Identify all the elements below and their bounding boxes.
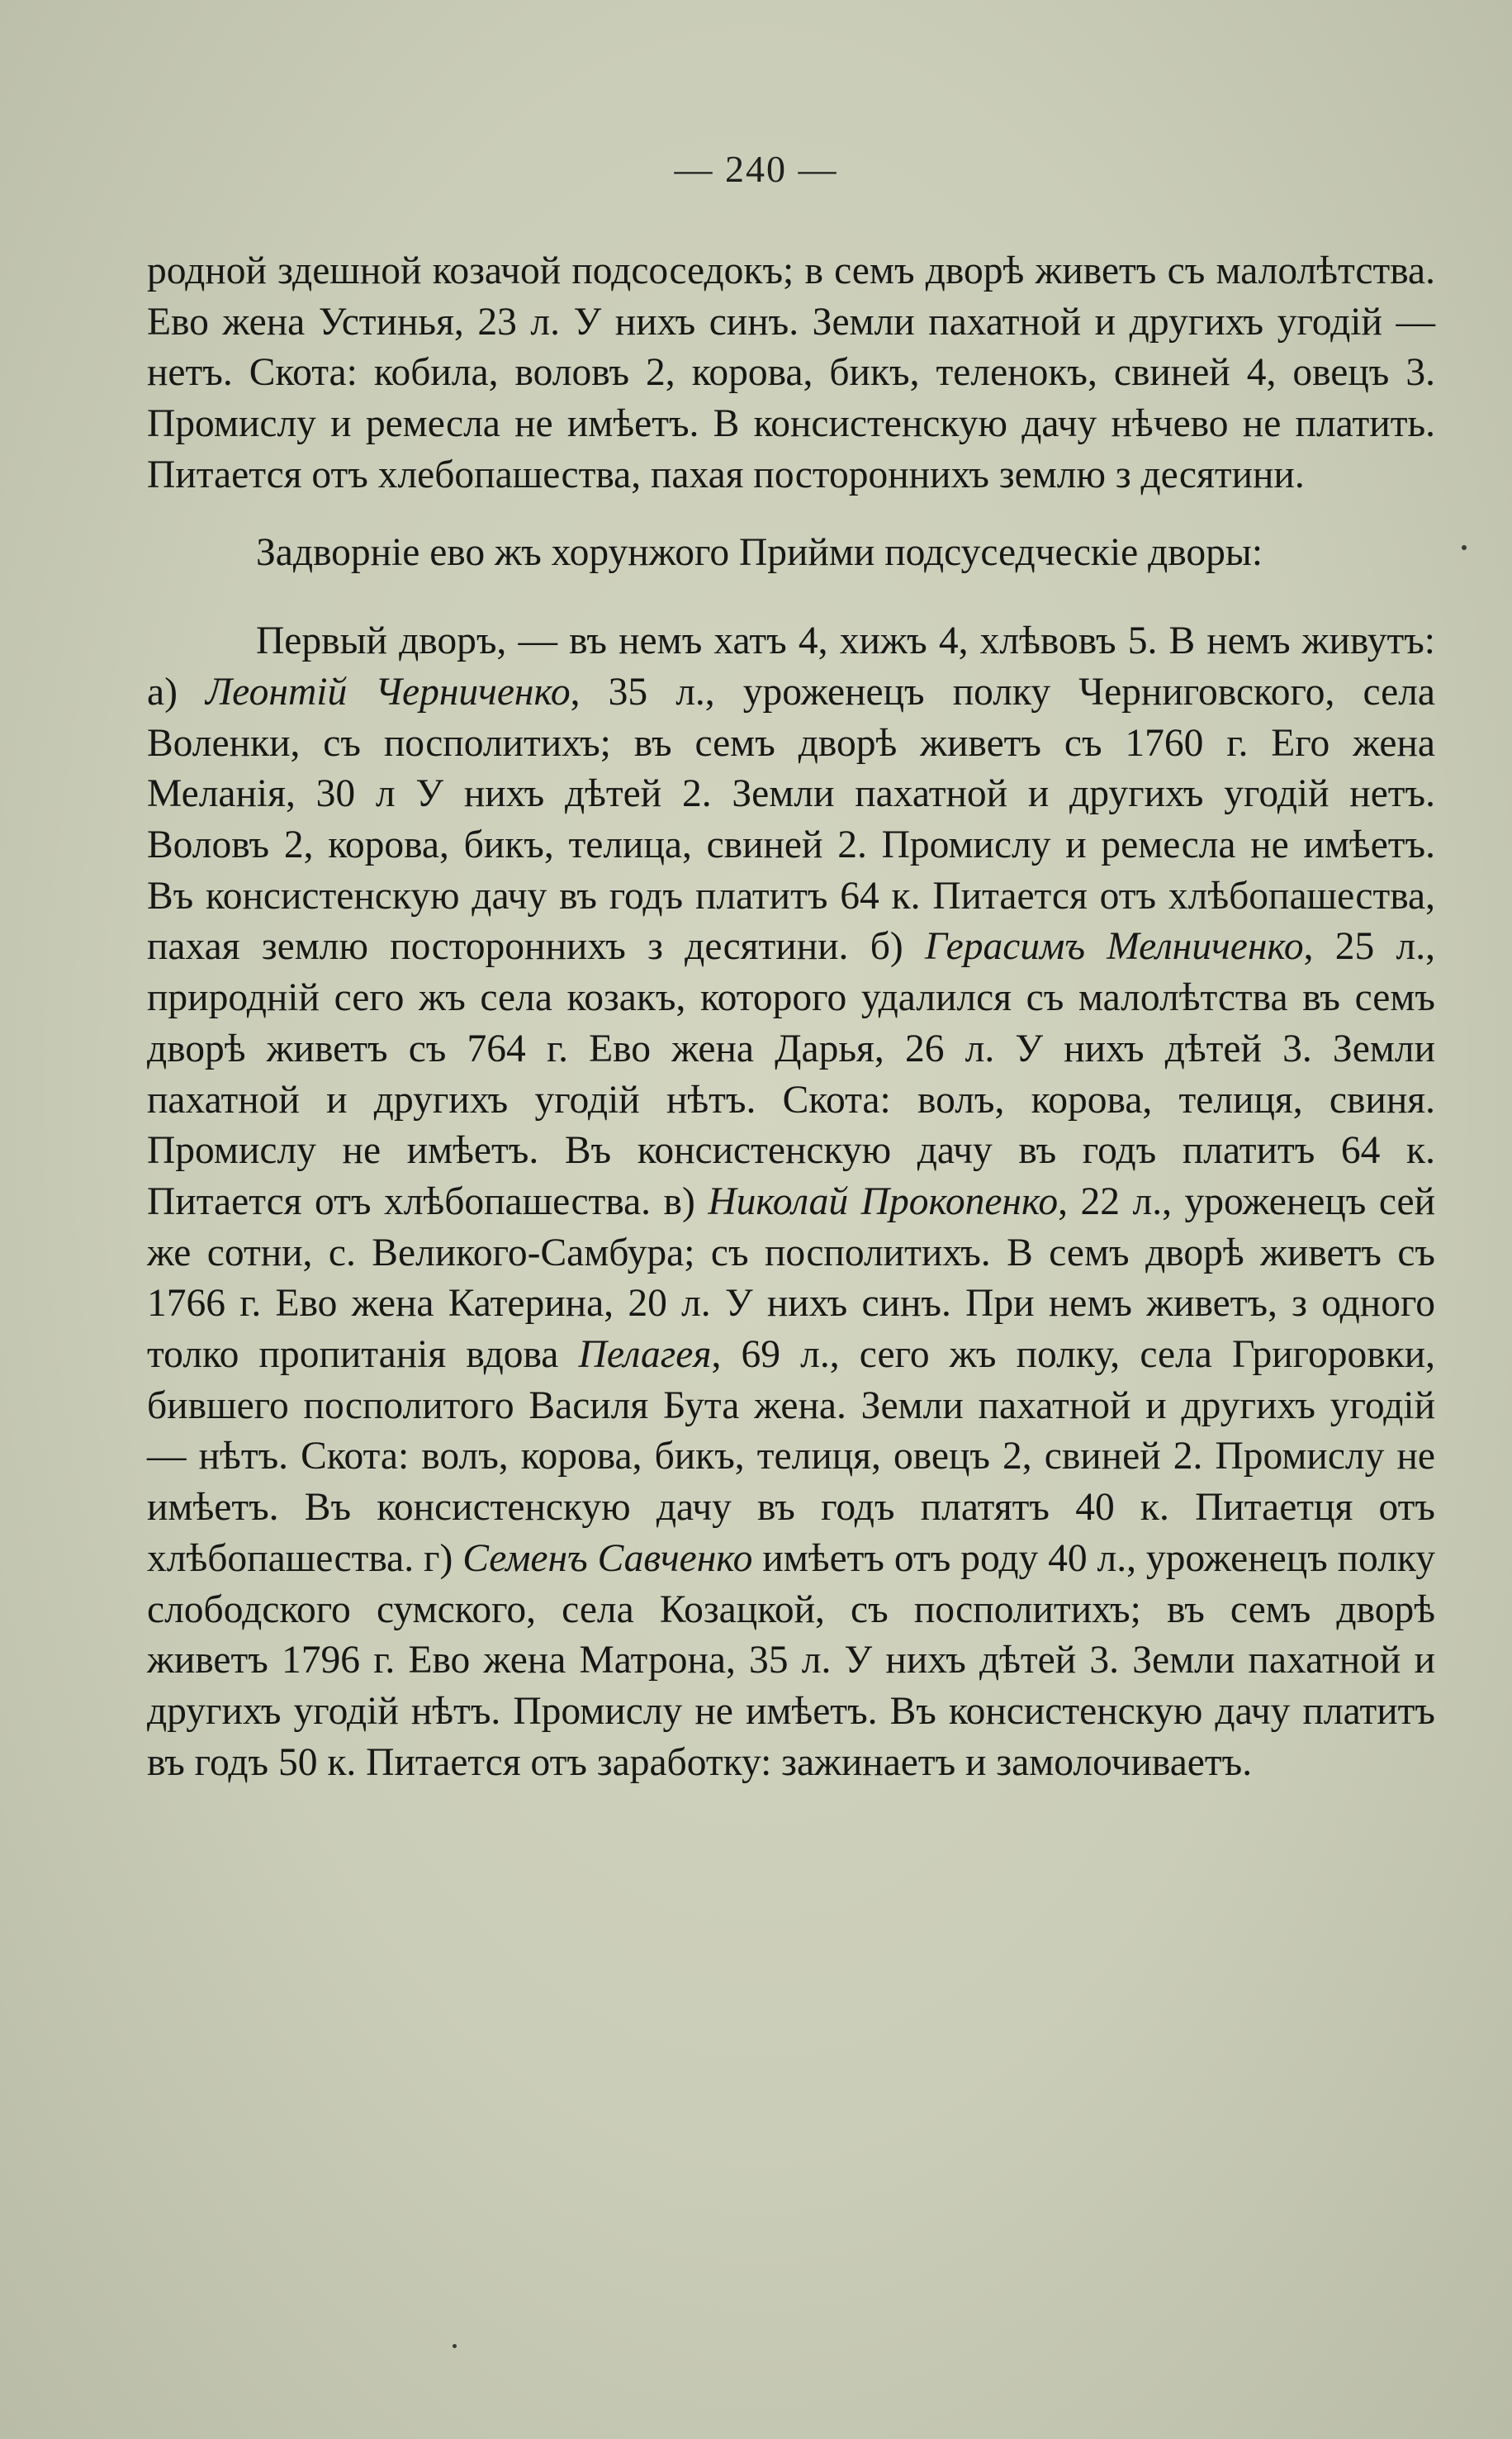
person-name-semen: Семенъ Савченко <box>462 1536 753 1580</box>
paper-speck <box>453 2344 457 2348</box>
entry-text-d: , 69 л., сего жъ полку, села Григоровки, бившего посполитого Василя Бута жена. Земли пахатной и другихъ угодій — нѣтъ. Скота: волъ, корова, бикъ, телиця, овецъ 2, свиней 2. Промислу не имѣетъ. Въ консистенскую дачу въ годъ платятъ 40 к. Питаетця отъ хлѣбопашества. г) <box>147 1333 1435 1580</box>
paragraph-heading: Задворніе ево жъ хорунжого Прийми подсуседческіе дворы: <box>256 530 1263 574</box>
person-name-pelageya: Пелагея <box>578 1333 712 1377</box>
page-number: — 240 — <box>674 148 838 190</box>
paragraph-first-yard <box>147 616 1435 1788</box>
text-body <box>147 246 1435 1788</box>
paragraph-continuation: родной здешной козачой подсоседокъ; в семъ дворѣ живетъ съ малолѣтства. Ево жена Устинья, 23 л. У нихъ синъ. Земли пахатной и другихъ угодій — нетъ. Скота: кобила, воловъ 2, корова, бикъ, теленокъ, свиней 4, овецъ 3. Промислу и ремесла не имѣетъ. В консистенскую дачу нѣчево не платить. Питается отъ хлебопашества, пахая постороннихъ землю з десятини. <box>147 249 1435 496</box>
paper-speck <box>1462 545 1467 550</box>
person-name-gerasim: Герасимъ Мелниченко <box>925 925 1304 969</box>
entry-text-b: , 25 л., природній сего жъ села козакъ, которого удалился съ малолѣтства въ семъ дворѣ живетъ съ 764 г. Ево жена Дарья, 26 л. У нихъ дѣтей 3. Земли пахатной и другихъ угодій нѣтъ. Скота: волъ, корова, телиця, свиня. Промислу не имѣетъ. Въ консистенскую дачу въ годъ платитъ 64 к. Питается отъ хлѣбопашества. в) <box>147 925 1435 1223</box>
entry-text-e: имѣетъ отъ роду 40 л., уроженецъ полку слободского сумского, села Козацкой, съ посполитихъ; въ семъ дворѣ живетъ 1796 г. Ево жена Матрона, 35 л. У нихъ дѣтей 3. Земли пахатной и другихъ угодій нѣтъ. Промислу не имѣетъ. Въ консистенскую дачу платитъ въ годъ 50 к. Питается отъ заработку: зажинаетъ и замолочиваетъ. <box>147 1536 1435 1784</box>
entry-text-c: , 22 л., уроженецъ сей же сотни, с. Великого-Самбура; съ посполитихъ. В семъ дворѣ живетъ съ 1766 г. Ево жена Катерина, 20 л. У нихъ синъ. При немъ живетъ, з одного толко пропитанія вдова <box>147 1179 1436 1377</box>
person-name-leontiy: Леонтій Черниченко <box>206 670 571 714</box>
person-name-nikolay: Николай Прокопенко <box>708 1179 1059 1223</box>
intro-text: Первый дворъ, — въ немъ хатъ 4, хижъ 4, хлѣвовъ 5. В немъ живутъ: а) <box>147 619 1435 714</box>
entry-text-a: , 35 л., уроженецъ полку Черниговского, села Воленки, съ посполитихъ; въ семъ дворѣ живетъ съ 1760 г. Его жена Меланія, 30 л У нихъ дѣтей 2. Земли пахатной и другихъ угодій нетъ. Воловъ 2, корова, бикъ, телица, свиней 2. Промислу и ремесла не имѣетъ. Въ консистенскую дачу въ годъ платитъ 64 к. Питается отъ хлѣбопашества, пахая землю постороннихъ з десятини. б) <box>147 670 1436 969</box>
